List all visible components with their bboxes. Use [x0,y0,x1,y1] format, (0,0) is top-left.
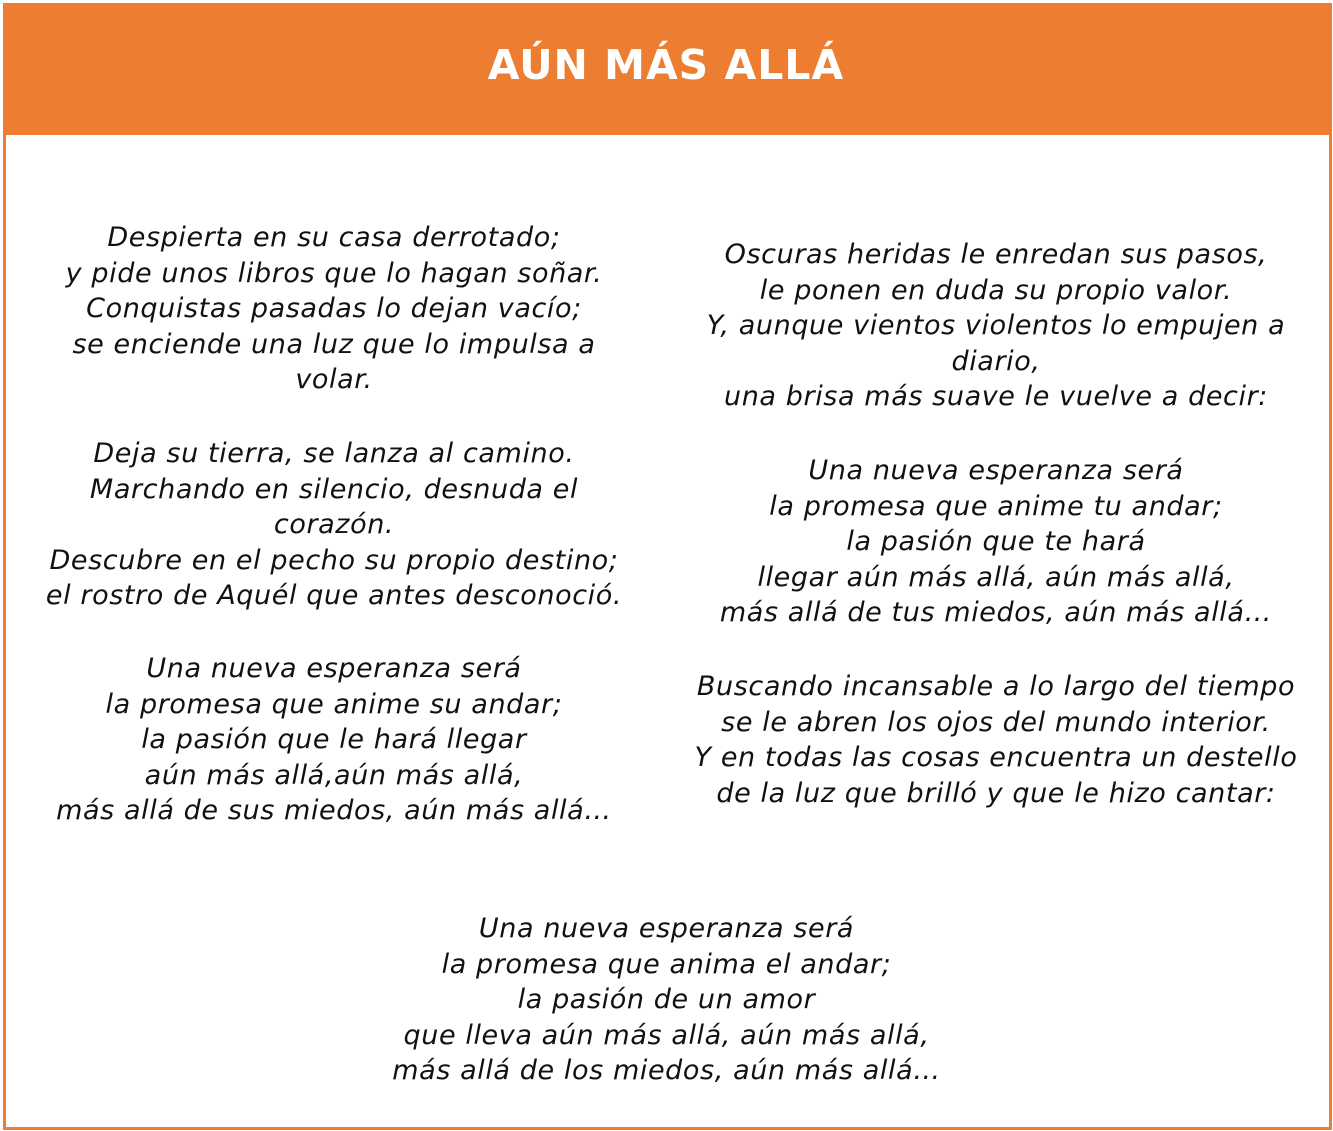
verse-line: Buscando incansable a lo largo del tiempo [696,671,1296,702]
verse-line: más allá de tus miedos, aún más allá… [719,597,1273,628]
right-stanza-1 [680,237,1312,415]
verse-line: Descubre en el pecho su propio destino; [49,544,619,576]
right-stanza-2 [680,453,1312,631]
verse-line: que lleva aún más allá, aún más allá, [403,1019,930,1051]
verse-line: corazón. [273,509,395,540]
title-banner [3,3,1329,135]
verse-line: la pasión que te hará [846,526,1146,557]
verse-line: la pasión de un amor [517,984,816,1015]
right-stanza-3 [680,669,1312,811]
verse-line: Marchando en silencio, desnuda el [89,473,579,505]
verse-line: Conquistas pasadas lo dejan vacío; [86,293,582,324]
verse-line: de la luz que brilló y que le hizo cantar: [716,777,1276,809]
verse-line: Una nueva esperanza será [478,913,855,944]
verse-line: el rostro de Aquél que antes desconoció. [45,580,623,611]
verse-line: Y en todas las cosas encuentra un destello [694,742,1298,773]
left-stanza-2 [20,436,648,614]
verse-line: Deja su tierra, se lanza al camino. [93,438,575,469]
verse-line: Una nueva esperanza será [808,455,1184,486]
verse-line: la promesa que anime su andar; [105,688,563,720]
verse-line: le ponen en duda su propio valor. [759,274,1233,306]
page-title: AÚN MÁS ALLÁ [487,40,845,89]
verse-line: se enciende una luz que lo impulsa a [72,328,596,360]
left-stanza-3 [20,651,648,829]
final-stanza [280,911,1053,1089]
verse-line: llegar aún más allá, aún más allá, [757,561,1235,593]
verse-line: la promesa que anima el andar; [441,948,892,980]
verse-line: aún más allá,aún más allá, [144,759,524,791]
verse-line: y pide unos libros que lo hagan soñar. [65,257,603,289]
verse-line: una brisa más suave le vuelve a decir: [724,381,1268,412]
verse-line: volar. [295,364,373,395]
verse-line: la promesa que anime tu andar; [769,490,1223,522]
verse-line: Una nueva esperanza será [146,653,522,684]
verse-line: la pasión que le hará llegar [141,724,527,755]
verse-line: Y, aunque vientos violentos lo empujen a [706,310,1286,341]
verse-line: diario, [951,345,1041,377]
verse-line: más allá de sus miedos, aún más allá… [56,795,612,826]
verse-line: se le abren los ojos del mundo interior. [721,706,1271,738]
verse-line: Oscuras heridas le enredan sus pasos, [724,239,1268,270]
verse-line: más allá de los miedos, aún más allá… [392,1055,941,1086]
verse-line: Despierta en su casa derrotado; [107,222,561,253]
left-stanza-1 [20,220,648,398]
